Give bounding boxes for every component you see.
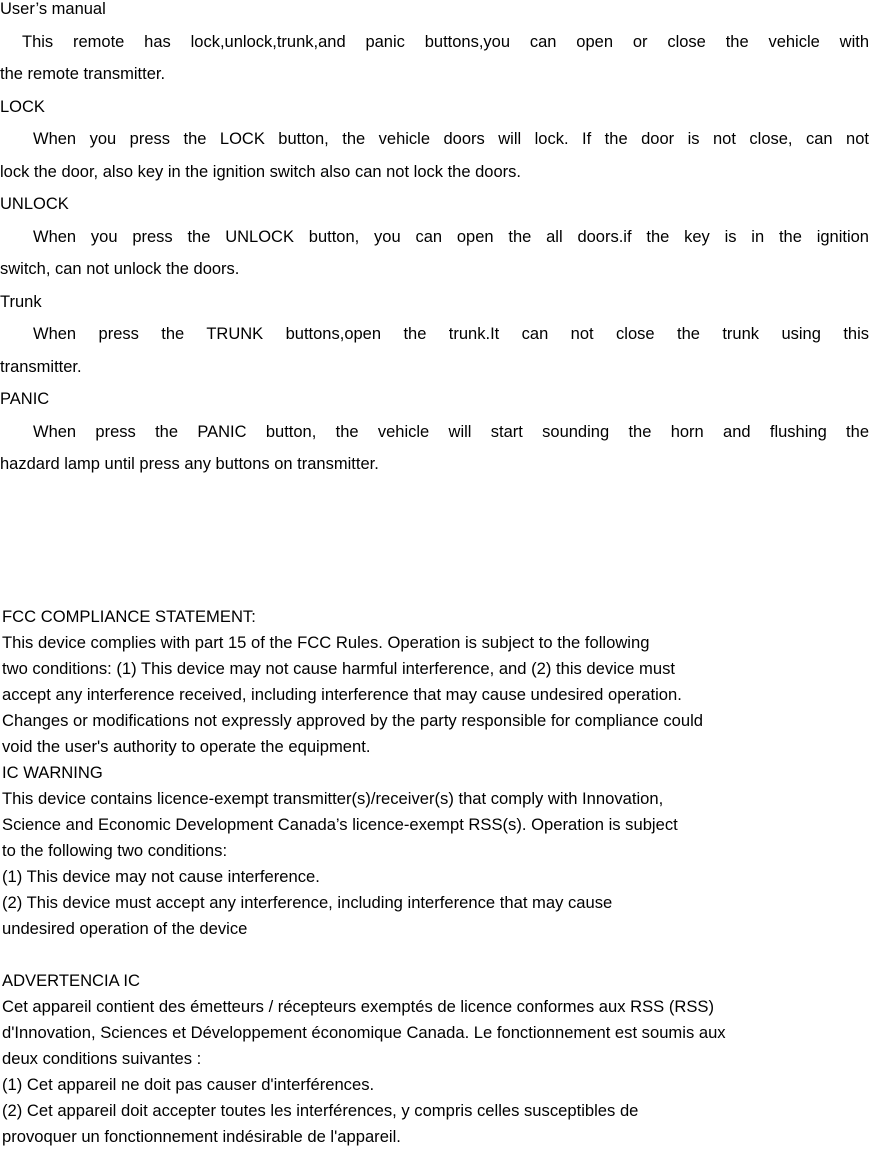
advertencia-line-5: (2) Cet appareil doit accepter toutes les interférences, y compris celles susceptibles de [2, 1101, 639, 1120]
manual-title: User’s manual [0, 0, 106, 18]
ic-line-4: (1) This device may not cause interference. [2, 867, 320, 886]
unlock-text-line-1: When you press the UNLOCK button, you can open the all doors.if the key is in the ignition [33, 227, 869, 246]
trunk-text-line-1: When press the TRUNK buttons,open the trunk.It can not close the trunk using this [33, 325, 869, 343]
unlock-heading: UNLOCK [0, 195, 69, 213]
ic-warning-heading: IC WARNING [2, 763, 103, 782]
ic-line-6: undesired operation of the device [2, 919, 248, 938]
fcc-line-1: This device complies with part 15 of the FCC Rules. Operation is subject to the following [2, 633, 650, 652]
ic-line-2: Science and Economic Development Canada’s licence-exempt RSS(s). Operation is subject [2, 815, 678, 834]
advertencia-line-2: d'Innovation, Sciences et Développement économique Canada. Le fonctionnement est soumis aux [2, 1023, 726, 1042]
panic-text-line-2: hazdard lamp until press any buttons on transmitter. [0, 455, 379, 473]
advertencia-line-4: (1) Cet appareil ne doit pas causer d'interférences. [2, 1075, 375, 1094]
fcc-line-3: accept any interference received, including interference that may cause undesired operation. [2, 685, 682, 704]
fcc-line-2: two conditions: (1) This device may not cause harmful interference, and (2) this device must [2, 659, 675, 678]
fcc-line-5: void the user's authority to operate the equipment. [2, 737, 371, 756]
manual-intro-line-1: This remote has lock,unlock,trunk,and panic buttons,you can open or close the vehicle with [22, 32, 869, 51]
panic-text-line-1: When press the PANIC button, the vehicle will start sounding the horn and flushing the [33, 422, 869, 441]
lock-heading: LOCK [0, 97, 45, 116]
fcc-line-4: Changes or modifications not expressly approved by the party responsible for compliance could [2, 711, 704, 730]
lock-text-line-2: lock the door, also key in the ignition switch also can not lock the doors. [0, 162, 521, 181]
compliance-section [2, 604, 870, 1150]
fcc-heading: FCC COMPLIANCE STATEMENT: [2, 607, 256, 626]
manual-intro-line-2: the remote transmitter. [0, 65, 166, 83]
users-manual-section [0, 0, 869, 481]
advertencia-line-1: Cet appareil contient des émetteurs / récepteurs exemptés de licence conformes aux RSS (RSS) [2, 997, 715, 1016]
ic-line-5: (2) This device must accept any interference, including interference that may cause [2, 893, 613, 912]
ic-line-3: to the following two conditions: [2, 841, 228, 860]
advertencia-heading: ADVERTENCIA IC [2, 971, 141, 990]
section-spacer [2, 942, 870, 968]
trunk-heading: Trunk [0, 292, 42, 311]
advertencia-line-6: provoquer un fonctionnement indésirable de l'appareil. [2, 1127, 401, 1146]
ic-line-1: This device contains licence-exempt transmitter(s)/receiver(s) that comply with Innovation, [2, 789, 664, 808]
unlock-text-line-2: switch, can not unlock the doors. [0, 260, 240, 278]
lock-text-line-1: When you press the LOCK button, the vehicle doors will lock. If the door is not close, can not [33, 130, 869, 148]
panic-heading: PANIC [0, 390, 50, 408]
advertencia-line-3: deux conditions suivantes : [2, 1049, 202, 1068]
trunk-text-line-2: transmitter. [0, 357, 82, 376]
